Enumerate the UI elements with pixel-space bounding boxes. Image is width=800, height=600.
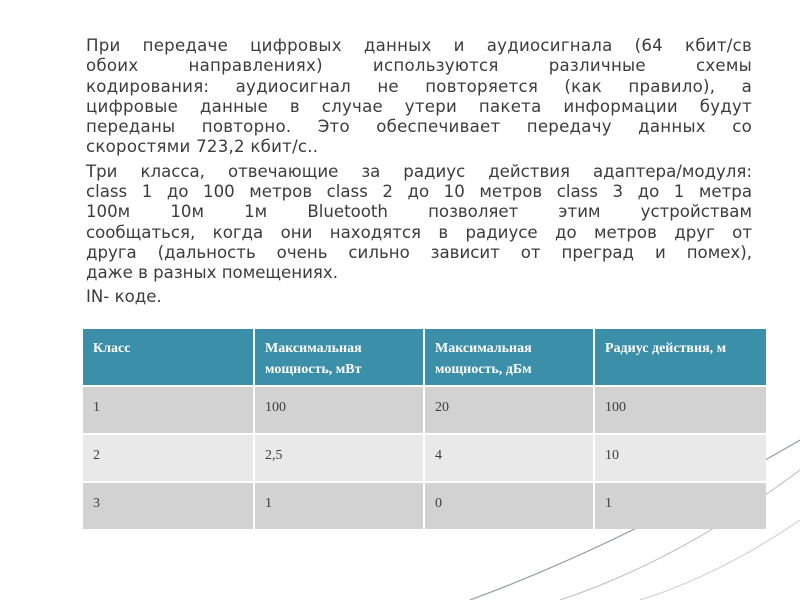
text-line: даже в разных помещениях.: [86, 263, 338, 283]
table-cell: 2: [83, 434, 254, 482]
table-header-row: [83, 329, 766, 386]
table-cell: 1: [83, 386, 254, 434]
header-class: Класс: [83, 329, 254, 386]
text-line: 100м 10м 1м Bluetooth позволяет этим устройствам: [86, 202, 752, 222]
paragraph-in-code: IN- коде.: [86, 286, 162, 306]
table-cell: 0: [424, 482, 594, 529]
text-line: переданы повторно. Это обеспечивает передачу данных со: [86, 117, 752, 137]
text-line: скоростями 723,2 кбит/с..: [86, 137, 319, 157]
paragraph-transmission: [80, 36, 752, 158]
paragraph-classes: [80, 162, 752, 284]
text-line: цифровые данные в случае утери пакета информации будут: [86, 96, 752, 116]
text-line: сообщаться, когда они находятся в радиусе до метров друг от: [86, 222, 752, 242]
table-cell: 20: [424, 386, 594, 434]
table-row: [83, 386, 766, 434]
text-line: class 1 до 100 метров class 2 до 10 метров class 3 до 1 метра: [86, 182, 752, 202]
corner-curve-line: [640, 520, 800, 600]
text-line: обоих направлениях) используются различные схемы: [86, 56, 752, 76]
header-max-power-mw: Максимальная мощность, мВт: [254, 329, 424, 386]
table-cell: 4: [424, 434, 594, 482]
table-cell: 1: [254, 482, 424, 529]
text-line: Три класса, отвечающие за радиус действия адаптера/модуля:: [86, 161, 752, 181]
table-cell: 10: [594, 434, 766, 482]
table-row: [83, 482, 766, 529]
table-row: [83, 434, 766, 482]
bluetooth-class-table: [83, 329, 766, 529]
header-max-power-dbm: Максимальная мощность, дБм: [424, 329, 594, 386]
table-cell: 3: [83, 482, 254, 529]
header-range: Радиус действия, м: [594, 329, 766, 386]
table-cell: 1: [594, 482, 766, 529]
table-cell: 100: [594, 386, 766, 434]
text-line: При передаче цифровых данных и аудиосигнала (64 кбит/св: [86, 36, 752, 55]
table-cell: 2,5: [254, 434, 424, 482]
table-cell: 100: [254, 386, 424, 434]
text-line: кодирования: аудиосигнал не повторяется (как правило), а: [86, 76, 752, 96]
text-line: друга (дальность очень сильно зависит от преград и помех),: [86, 242, 752, 262]
body-text: [80, 36, 752, 307]
